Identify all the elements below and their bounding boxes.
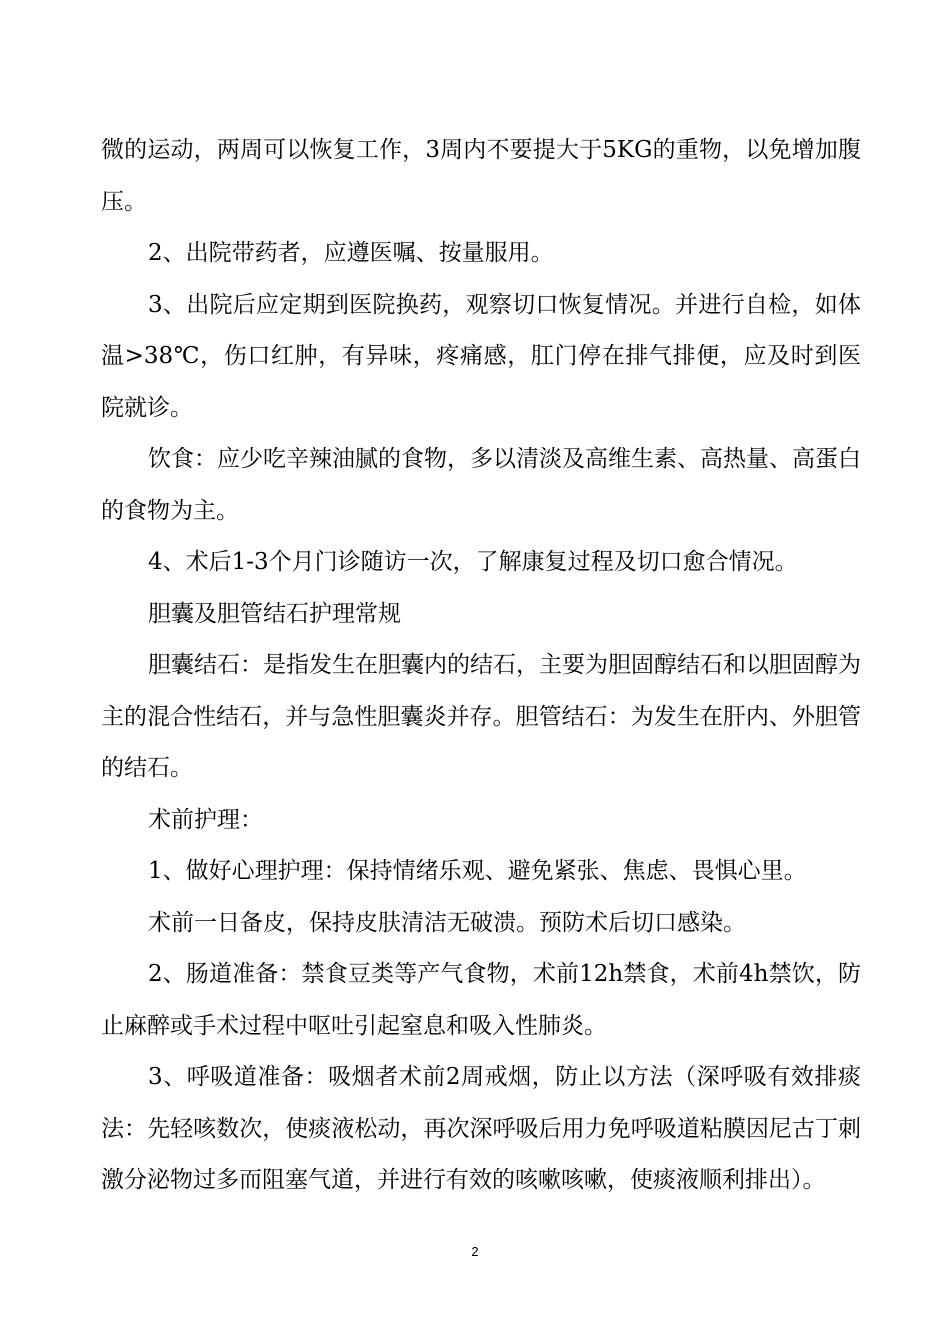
section-heading: 胆囊及胆管结石护理常规 [148, 600, 401, 627]
paragraph-bowel-prep: 2、肠道准备：禁食豆类等产气食物，术前12h禁食，术前4h禁饮，防止麻醉或手术过程中呕吐引起窒息和吸入性肺炎。 [101, 961, 861, 1039]
page-number: 2 [471, 1244, 479, 1259]
paragraph-psychological-care: 1、做好心理护理：保持情绪乐观、避免紧张、焦虑、畏惧心里。 [148, 858, 807, 884]
subheading-preop-care: 术前护理： [148, 806, 263, 833]
paragraph-continuation: 微的运动，两周可以恢复工作，3周内不要提大于5KG的重物，以免增加腹压。 [101, 137, 861, 215]
paragraph-skin-prep: 术前一日备皮，保持皮肤清洁无破溃。预防术后切口感染。 [148, 909, 746, 936]
paragraph-dressing-change: 3、出院后应定期到医院换药，观察切口恢复情况。并进行自检，如体温>38℃，伤口红肿，有异味，疼痛感，肛门停在排气排便，应及时到医院就诊。 [101, 291, 861, 421]
body-text [101, 125, 861, 1207]
paragraph-definition: 胆囊结石：是指发生在胆囊内的结石，主要为胆固醇结石和以胆固醇为主的混合性结石，并与急性胆囊炎并存。胆管结石：为发生在肝内、外胆管的结石。 [101, 652, 861, 781]
paragraph-discharge-medication: 2、出院带药者，应遵医嘱、按量服用。 [148, 240, 554, 266]
paragraph-respiratory-prep: 3、呼吸道准备：吸烟者术前2周戒烟，防止以方法（深呼吸有效排痰法：先轻咳数次，使痰液松动，再次深呼吸后用力免呼吸道粘膜因尼古丁刺激分泌物过多而阻塞气道，并进行有效的咳嗽咳嗽，使痰液顺利排出）。 [101, 1064, 861, 1193]
paragraph-diet: 饮食：应少吃辛辣油腻的食物，多以清淡及高维生素、高热量、高蛋白的食物为主。 [101, 446, 861, 524]
paragraph-follow-up: 4、术后1-3个月门诊随访一次，了解康复过程及切口愈合情况。 [148, 549, 798, 575]
